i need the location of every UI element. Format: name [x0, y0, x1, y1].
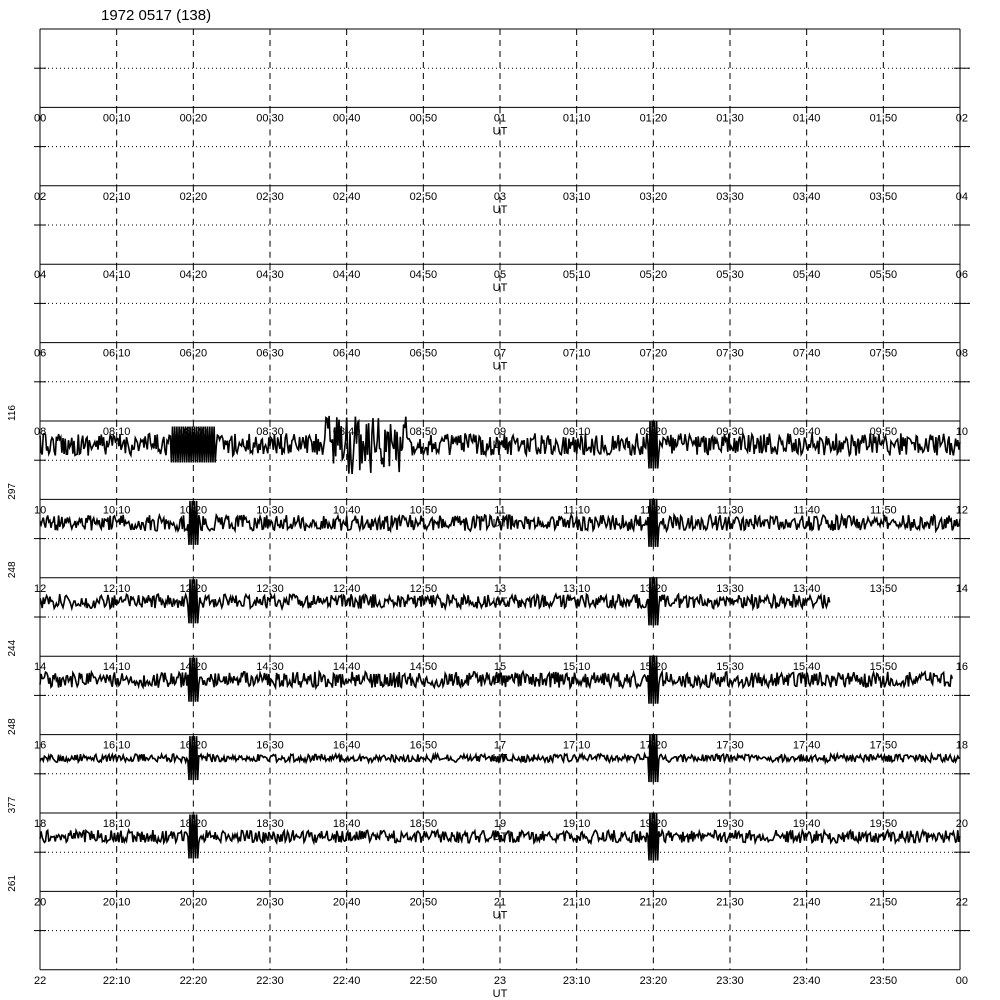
tick-label: 12:10	[102, 582, 131, 595]
tick-label: 18:10	[102, 818, 131, 830]
tick-label: 11:50	[869, 504, 897, 517]
axis-label-ut: UT	[492, 595, 508, 608]
tick-label: 21	[493, 896, 507, 909]
tick-label: 22	[34, 974, 47, 987]
tick-label: 22:50	[409, 974, 438, 987]
tick-label: 02:40	[332, 190, 361, 203]
tick-label: 01:40	[792, 112, 821, 125]
tick-label: 20:10	[102, 896, 131, 909]
tick-label: 09:40	[792, 426, 821, 438]
tick-label: 06:50	[409, 347, 438, 360]
axis-label-ut: UT	[492, 282, 508, 295]
tick-label: 23:10	[562, 974, 591, 987]
tick-label: 04:10	[102, 269, 131, 282]
tick-label: 15:30	[716, 661, 744, 674]
side-label: 244	[7, 639, 18, 657]
tick-label: 20:50	[409, 896, 438, 909]
tick-label: 19:10	[562, 818, 591, 830]
tick-label: 05	[493, 269, 507, 282]
panel-7	[7, 577, 970, 686]
panel-9	[7, 734, 970, 843]
tick-label: 10	[34, 504, 47, 517]
tick-label: 05:10	[562, 269, 591, 282]
tick-label: 21:20	[639, 896, 668, 909]
tick-label: 13:50	[869, 582, 898, 595]
tick-label: 11	[494, 504, 506, 517]
tick-label: 09:10	[562, 426, 591, 438]
tick-label: 23	[493, 974, 507, 987]
tick-label: 22:30	[256, 974, 284, 987]
seismogram-panels	[7, 29, 970, 1000]
tick-label: 14	[955, 582, 968, 595]
tick-label: 01:20	[639, 112, 668, 125]
tick-label: 18	[34, 818, 47, 830]
tick-label: 10:50	[409, 504, 438, 517]
side-label: 248	[7, 561, 18, 579]
tick-label: 02	[34, 190, 47, 203]
tick-label: 13:10	[562, 582, 591, 595]
tick-label: 08:30	[256, 426, 284, 438]
tick-label: 17:30	[716, 739, 744, 752]
tick-label: 19:50	[869, 818, 898, 830]
axis-label-ut: UT	[492, 517, 508, 530]
tick-label: 08:50	[409, 426, 438, 438]
tick-label: 14:30	[256, 661, 284, 674]
tick-label: 10:40	[332, 504, 361, 517]
tick-label: 16:30	[256, 739, 284, 752]
tick-label: 18:30	[256, 818, 284, 830]
tick-label: 15:50	[869, 661, 898, 674]
tick-label: 07:30	[716, 347, 744, 360]
tick-label: 00:40	[332, 112, 361, 125]
tick-label: 16:10	[102, 739, 131, 752]
tick-label: 17:10	[562, 739, 591, 752]
side-label: 297	[7, 483, 18, 500]
tick-label: 09	[493, 426, 507, 438]
tick-label: 00:30	[256, 112, 284, 125]
tick-label: 13:40	[792, 582, 821, 595]
axis-label-ut: UT	[492, 909, 508, 922]
tick-label: 06:40	[332, 347, 361, 360]
tick-label: 23:30	[716, 974, 744, 987]
tick-label: 07:10	[562, 347, 591, 360]
tick-label: 08:20	[179, 426, 208, 438]
tick-label: 21:50	[869, 896, 898, 909]
tick-label: 15:20	[639, 661, 668, 674]
tick-label: 11:20	[639, 504, 667, 517]
tick-label: 07	[493, 347, 507, 360]
tick-label: 10	[955, 426, 968, 438]
tick-label: 07:50	[869, 347, 898, 360]
tick-label: 00:20	[179, 112, 208, 125]
tick-label: 08	[955, 347, 968, 360]
tick-label: 01:30	[716, 112, 744, 125]
tick-label: 06:20	[179, 347, 208, 360]
tick-label: 06	[955, 269, 968, 282]
axis-label-ut: UT	[492, 674, 508, 687]
tick-label: 10:30	[256, 504, 284, 517]
tick-label: 09:30	[716, 426, 744, 438]
tick-label: 16	[34, 739, 47, 752]
side-label: 248	[7, 718, 18, 735]
tick-label: 11:30	[716, 504, 744, 517]
tick-label: 17:20	[639, 739, 668, 752]
tick-label: 02:30	[256, 190, 284, 203]
tick-label: 14	[34, 661, 47, 674]
tick-label: 22:20	[179, 974, 208, 987]
tick-label: 18	[955, 739, 968, 752]
panel-0	[34, 29, 970, 137]
side-label: 116	[7, 405, 18, 421]
tick-label: 11:10	[563, 504, 591, 517]
tick-label: 02:10	[102, 190, 131, 203]
tick-label: 18:40	[332, 818, 361, 830]
axis-label-ut: UT	[492, 831, 508, 843]
tick-label: 10:10	[102, 504, 131, 517]
tick-label: 08	[34, 426, 47, 438]
tick-label: 03:50	[869, 190, 898, 203]
tick-label: 01:50	[869, 112, 898, 125]
axis-label-ut: UT	[492, 360, 508, 373]
tick-label: 01:10	[562, 112, 591, 125]
tick-label: 23:20	[639, 974, 668, 987]
tick-label: 03	[493, 190, 507, 203]
tick-label: 11:40	[793, 504, 821, 517]
tick-label: 09:20	[639, 426, 668, 438]
tick-label: 20	[34, 896, 47, 909]
tick-label: 04	[955, 190, 968, 203]
tick-label: 20:20	[179, 896, 208, 909]
tick-label: 22:40	[332, 974, 361, 987]
tick-label: 17:50	[869, 739, 898, 752]
tick-label: 05:20	[639, 269, 668, 282]
tick-label: 00	[34, 112, 47, 125]
panel-5	[7, 416, 970, 530]
tick-label: 03:20	[639, 190, 668, 203]
tick-label: 14:50	[409, 661, 438, 674]
tick-label: 02	[955, 112, 968, 125]
tick-label: 14:20	[179, 661, 208, 674]
tick-label: 06:30	[256, 347, 284, 360]
tick-label: 03:10	[562, 190, 591, 203]
tick-label: 00	[955, 974, 968, 987]
tick-label: 19:40	[792, 818, 821, 830]
tick-label: 17:40	[792, 739, 821, 752]
tick-label: 04:40	[332, 269, 361, 282]
tick-label: 21:40	[792, 896, 821, 909]
axis-label-ut: UT	[492, 987, 508, 1000]
tick-label: 00:10	[102, 112, 131, 125]
tick-label: 12:30	[256, 582, 284, 595]
tick-label: 16:20	[179, 739, 208, 752]
tick-label: 05:50	[869, 269, 898, 282]
tick-label: 06	[34, 347, 47, 360]
tick-label: 13	[493, 582, 507, 595]
tick-label: 22:10	[102, 974, 131, 987]
axis-label-ut: UT	[492, 125, 508, 138]
panel-10	[7, 813, 970, 922]
tick-label: 04:30	[256, 269, 284, 282]
axis-label-ut: UT	[492, 752, 508, 765]
side-label: 377	[7, 796, 18, 814]
tick-label: 05:30	[716, 269, 744, 282]
tick-label: 07:40	[792, 347, 821, 360]
tick-label: 18:20	[179, 818, 208, 830]
tick-label: 23:50	[869, 974, 898, 987]
tick-label: 13:20	[639, 582, 668, 595]
tick-label: 19:30	[716, 818, 744, 830]
panel-8	[7, 656, 970, 765]
tick-label: 12:40	[332, 582, 361, 595]
tick-label: 05:40	[792, 269, 821, 282]
tick-label: 19:20	[639, 818, 668, 830]
tick-label: 12	[955, 504, 968, 517]
tick-label: 09:50	[869, 426, 898, 438]
tick-label: 00:50	[409, 112, 438, 125]
tick-label: 04	[34, 269, 47, 282]
axis-label-ut: UT	[492, 203, 508, 216]
tick-label: 10:20	[179, 504, 208, 517]
tick-label: 03:30	[716, 190, 744, 203]
tick-label: 14:10	[102, 661, 131, 674]
tick-label: 16:40	[332, 739, 361, 752]
tick-label: 15:40	[792, 661, 821, 674]
tick-label: 16:50	[409, 739, 438, 752]
tick-label: 12:50	[409, 582, 438, 595]
tick-label: 17	[493, 739, 507, 752]
tick-label: 22	[955, 896, 968, 909]
tick-label: 07:20	[639, 347, 668, 360]
tick-label: 02:20	[179, 190, 208, 203]
tick-label: 03:40	[792, 190, 821, 203]
tick-label: 04:50	[409, 269, 438, 282]
tick-label: 12	[34, 582, 47, 595]
panel-4	[7, 343, 970, 451]
tick-label: 18:50	[409, 818, 438, 830]
tick-label: 02:50	[409, 190, 438, 203]
tick-label: 19	[493, 818, 507, 830]
tick-label: 21:30	[716, 896, 744, 909]
tick-label: 08:10	[102, 426, 131, 438]
tick-label: 20	[955, 818, 968, 830]
tick-label: 20:30	[256, 896, 284, 909]
tick-label: 06:10	[102, 347, 131, 360]
tick-label: 04:20	[179, 269, 208, 282]
axis-label-ut: UT	[492, 439, 508, 451]
side-label: 261	[7, 875, 18, 892]
tick-label: 08:40	[332, 426, 361, 438]
tick-label: 01	[493, 112, 507, 125]
tick-label: 15:10	[562, 661, 591, 674]
tick-label: 20:40	[332, 896, 361, 909]
chart-title: 1972 0517 (138)	[101, 7, 212, 24]
panel-6	[7, 499, 970, 608]
tick-label: 12:20	[179, 582, 208, 595]
tick-label: 16	[955, 661, 968, 674]
tick-label: 14:40	[332, 661, 361, 674]
tick-label: 15	[493, 661, 507, 674]
tick-label: 23:40	[792, 974, 821, 987]
tick-label: 13:30	[716, 582, 744, 595]
tick-label: 21:10	[562, 896, 591, 909]
